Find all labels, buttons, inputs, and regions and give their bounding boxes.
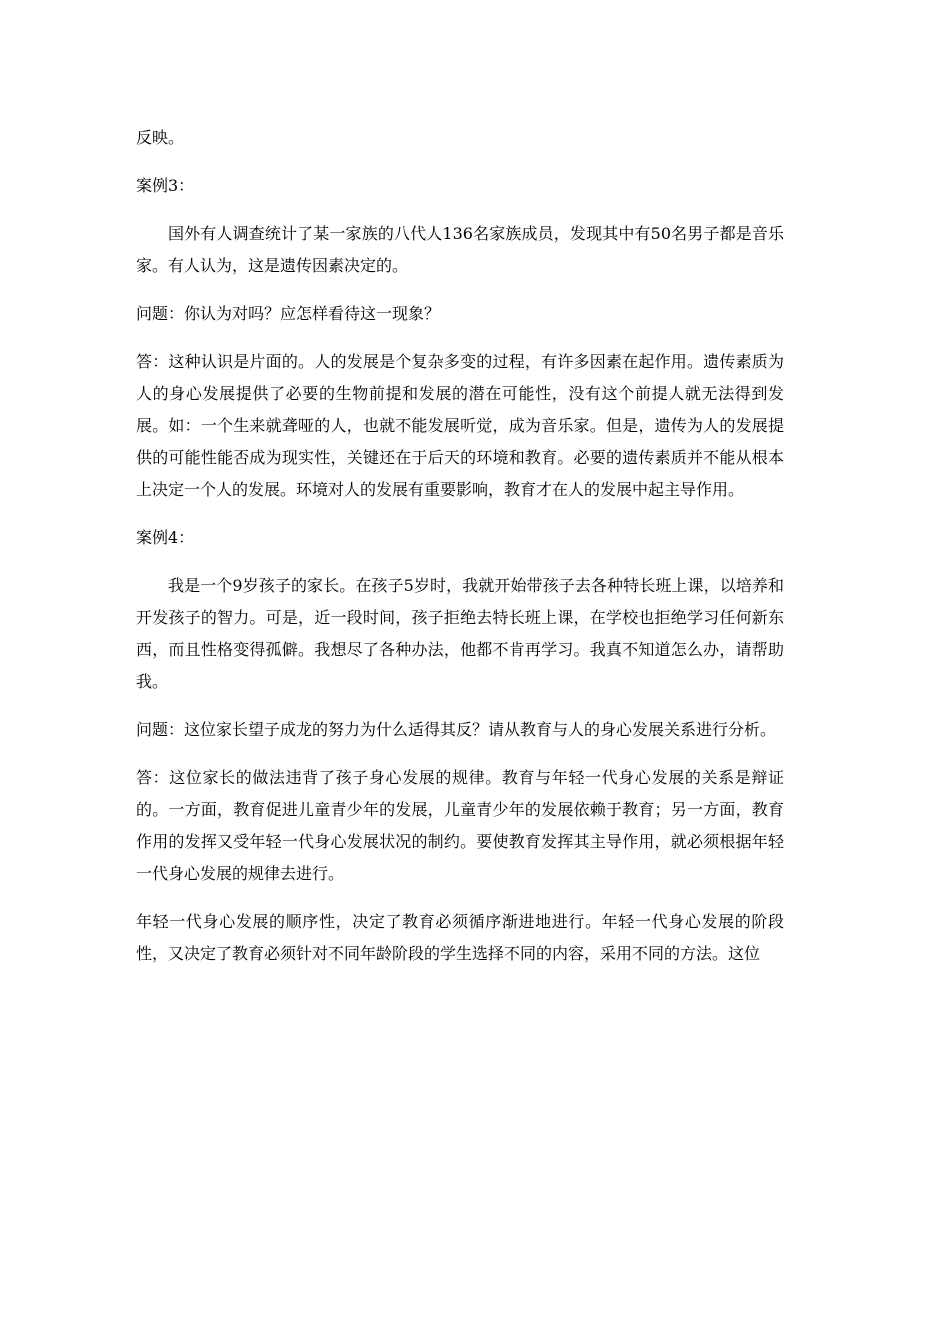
case-4-answer: 答：这位家长的做法违背了孩子身心发展的规律。教育与年轻一代身心发展的关系是辩证的。一方面，教育促进儿童青少年的发展，儿童青少年的发展依赖于教育；另一方面，教育作用的发挥又受年轻一代身心发展状况的制约。要使教育发挥其主导作用，就必须根据年轻一代身心发展的规律去进行。 xyxy=(136,768,784,883)
case-3-question: 问题：你认为对吗？应怎样看待这一现象？ xyxy=(136,304,441,323)
document-body xyxy=(136,122,784,986)
paragraph-fanying: 反映。 xyxy=(136,128,185,147)
case-4-answer-continued: 年轻一代身心发展的顺序性，决定了教育必须循序渐进地进行。年轻一代身心发展的阶段性，又决定了教育必须针对不同年龄阶段的学生选择不同的内容，采用不同的方法。这位 xyxy=(136,912,784,963)
case-4-heading: 案例4： xyxy=(136,528,195,547)
case-3-heading: 案例3： xyxy=(136,176,195,195)
case-3-description: 国外有人调查统计了某一家族的八代人136名家族成员，发现其中有50名男子都是音乐家。有人认为，这是遗传因素决定的。 xyxy=(136,224,784,275)
case-4-description: 我是一个9岁孩子的家长。在孩子5岁时，我就开始带孩子去各种特长班上课，以培养和开发孩子的智力。可是，近一段时间，孩子拒绝去特长班上课，在学校也拒绝学习任何新东西，而且性格变得孤僻。我想尽了各种办法，他都不肯再学习。我真不知道怎么办，请帮助我。 xyxy=(136,576,784,691)
case-4-question: 问题：这位家长望子成龙的努力为什么适得其反？请从教育与人的身心发展关系进行分析。 xyxy=(136,720,777,739)
case-3-answer: 答：这种认识是片面的。人的发展是个复杂多变的过程，有许多因素在起作用。遗传素质为人的身心发展提供了必要的生物前提和发展的潜在可能性，没有这个前提人就无法得到发展。如：一个生来就聋哑的人，也就不能发展听觉，成为音乐家。但是，遗传为人的发展提供的可能性能否成为现实性，关键还在于后天的环境和教育。必要的遗传素质并不能从根本上决定一个人的发展。环境对人的发展有重要影响，教育才在人的发展中起主导作用。 xyxy=(136,352,784,499)
